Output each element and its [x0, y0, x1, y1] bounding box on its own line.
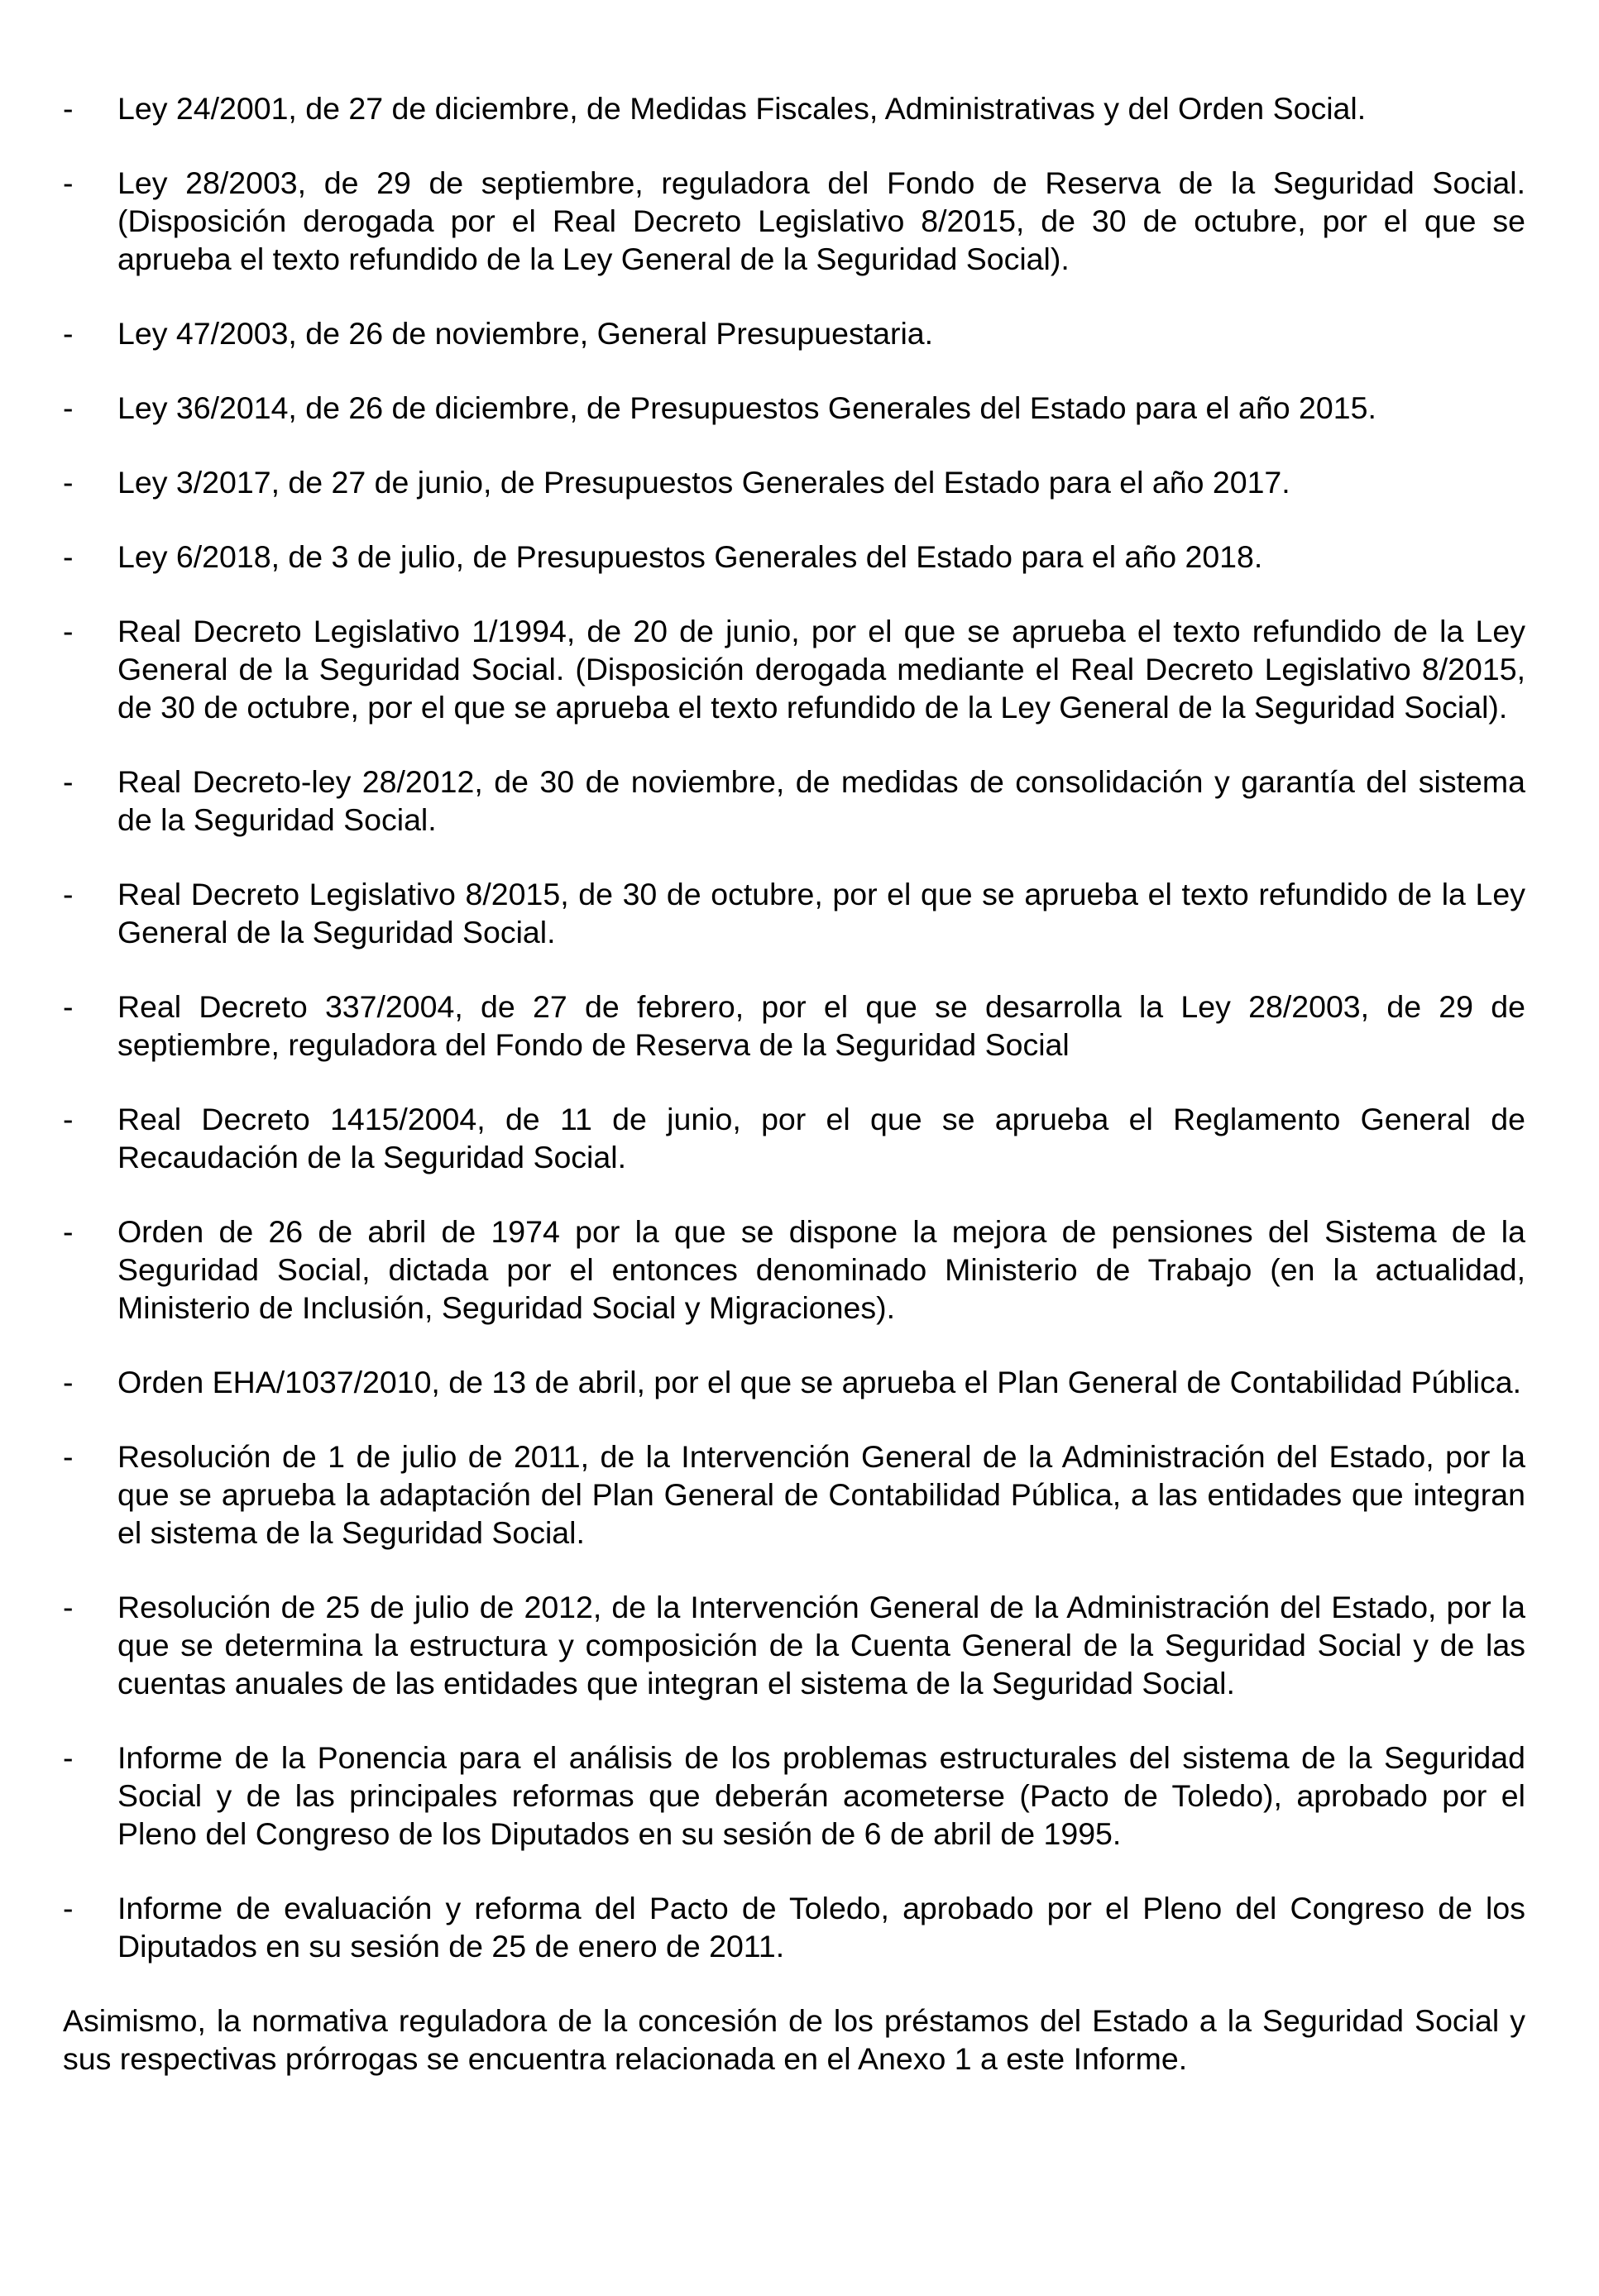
list-item [63, 389, 1525, 427]
bullet-dash: - [63, 1891, 74, 1925]
bullet-dash: - [63, 91, 74, 126]
list-item [63, 1213, 1525, 1327]
list-item [63, 463, 1525, 501]
list-item-text: Ley 47/2003, de 26 de noviembre, General Presupuestaria. [117, 316, 934, 351]
list-item [63, 1739, 1525, 1853]
list-item-text: Resolución de 25 de julio de 2012, de la Intervención General de la Administración del Estado, por la que se determina la estructura y composición de la Cuenta General de la Seguridad Social y de las cuentas anuales de las entidades que integran el sistema de la Seguridad Social. [117, 1590, 1525, 1700]
list-item-text: Ley 28/2003, de 29 de septiembre, reguladora del Fondo de Reserva de la Seguridad Social. (Disposición derogada por el Real Decreto Legislativo 8/2015, de 30 de octubre, por el que se aprueba el texto refundido de la Ley General de la Seguridad Social). [117, 165, 1525, 276]
list-item [63, 164, 1525, 278]
bullet-dash: - [63, 614, 74, 648]
list-item [63, 612, 1525, 726]
closing-paragraph: Asimismo, la normativa reguladora de la concesión de los préstamos del Estado a la Seguridad Social y sus respectivas prórrogas se encuentra relacionada en el Anexo 1 a este Informe. [63, 2003, 1525, 2076]
bullet-dash: - [63, 390, 74, 425]
list-item-text: Real Decreto Legislativo 8/2015, de 30 de octubre, por el que se aprueba el texto refundido de la Ley General de la Seguridad Social. [117, 877, 1525, 949]
bullet-dash: - [63, 1590, 74, 1624]
bullet-dash: - [63, 165, 74, 200]
list-item [63, 1889, 1525, 1965]
list-item-text: Ley 6/2018, de 3 de julio, de Presupuestos Generales del Estado para el año 2018. [117, 539, 1263, 574]
list-item-text: Informe de la Ponencia para el análisis de los problemas estructurales del sistema de la Seguridad Social y de las principales reformas que deberán acometerse (Pacto de Toledo), aprobado por el Pleno del Congreso de los Diputados en su sesión de 6 de abril de 1995. [117, 1740, 1525, 1851]
list-item [63, 89, 1525, 127]
list-item [63, 314, 1525, 352]
list-item-text: Orden EHA/1037/2010, de 13 de abril, por el que se aprueba el Plan General de Contabilidad Pública. [117, 1365, 1521, 1399]
bullet-dash: - [63, 1365, 74, 1399]
list-item [63, 1363, 1525, 1401]
list-item [63, 875, 1525, 951]
bullet-dash: - [63, 1740, 74, 1775]
list-item [63, 1588, 1525, 1702]
document-page [63, 89, 1525, 2078]
list-item-text: Informe de evaluación y reforma del Pacto de Toledo, aprobado por el Pleno del Congreso de los Diputados en su sesión de 25 de enero de 2011. [117, 1891, 1525, 1964]
list-item-text: Ley 3/2017, de 27 de junio, de Presupuestos Generales del Estado para el año 2017. [117, 465, 1290, 500]
bullet-dash: - [63, 1214, 74, 1249]
list-item-text: Ley 24/2001, de 27 de diciembre, de Medidas Fiscales, Administrativas y del Orden Social. [117, 91, 1367, 126]
list-item [63, 763, 1525, 839]
bullet-dash: - [63, 764, 74, 799]
list-item [63, 1437, 1525, 1552]
list-item-text: Real Decreto-ley 28/2012, de 30 de noviembre, de medidas de consolidación y garantía del sistema de la Seguridad Social. [117, 764, 1525, 837]
list-item [63, 538, 1525, 576]
bullet-dash: - [63, 465, 74, 500]
bullet-dash: - [63, 1439, 74, 1474]
bullet-dash: - [63, 1102, 74, 1136]
list-item-text: Real Decreto Legislativo 1/1994, de 20 de junio, por el que se aprueba el texto refundido de la Ley General de la Seguridad Social. (Disposición derogada mediante el Real Decreto Legislativo 8/2015, de 30 de octubre, por el que se aprueba el texto refundido de la Ley General de la Seguridad Social). [117, 614, 1525, 725]
list-item-text: Real Decreto 1415/2004, de 11 de junio, por el que se aprueba el Reglamento General de Recaudación de la Seguridad Social. [117, 1102, 1525, 1174]
list-item [63, 1100, 1525, 1176]
list-item [63, 988, 1525, 1064]
bullet-dash: - [63, 316, 74, 351]
bullet-dash: - [63, 539, 74, 574]
list-item-text: Resolución de 1 de julio de 2011, de la Intervención General de la Administración del Estado, por la que se aprueba la adaptación del Plan General de Contabilidad Pública, a las entidades que integran el sistema de la Seguridad Social. [117, 1439, 1525, 1550]
list-item-text: Real Decreto 337/2004, de 27 de febrero, por el que se desarrolla la Ley 28/2003, de 29 de septiembre, reguladora del Fondo de Reserva de la Seguridad Social [117, 989, 1525, 1062]
bullet-dash: - [63, 877, 74, 911]
bullet-dash: - [63, 989, 74, 1024]
list-item-text: Ley 36/2014, de 26 de diciembre, de Presupuestos Generales del Estado para el año 2015. [117, 390, 1376, 425]
legislation-list [63, 89, 1525, 1965]
list-item-text: Orden de 26 de abril de 1974 por la que se dispone la mejora de pensiones del Sistema de la Seguridad Social, dictada por el entonces denominado Ministerio de Trabajo (en la actualidad, Ministerio de Inclusión, Seguridad Social y Migraciones). [117, 1214, 1525, 1325]
